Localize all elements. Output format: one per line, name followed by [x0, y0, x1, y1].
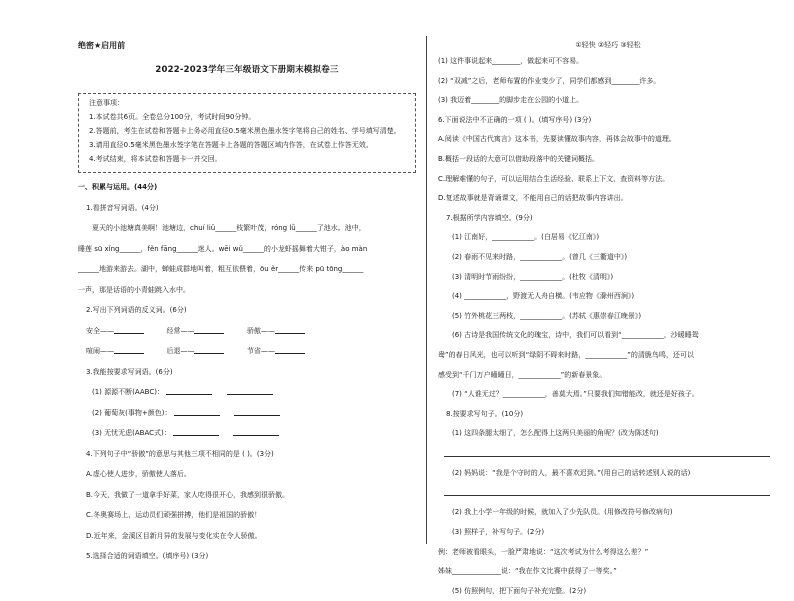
answer-blank[interactable] — [166, 386, 212, 395]
q7-item: (3) 清明时节雨纷纷，____________。(杜牧《清明》) — [452, 272, 614, 281]
q2-row — [78, 341, 416, 362]
q1-text-line: ______地游来游去。湖中，蝉蛙成群地叫着，粗互依偎着，ōu ěr______传来 pū tōng______ — [78, 265, 364, 273]
q4-option: D.近年来，金溪区目新月异的发展与变化实在令人骄傲。 — [86, 531, 262, 540]
q3-item — [78, 382, 416, 403]
q7-item-6-line: (6) 古诗是我国传统文化的瑰宝，诗中，我们可以看到“____________，沙暖睡鸳 — [452, 331, 699, 340]
q7-item-6-line: 鸯”的春日风光，也可以听到“绿阴不碍来时路，____________”的清脆鸟鸣，还可以 — [438, 350, 694, 359]
answer-blank[interactable] — [174, 407, 220, 416]
q4-option: C.冬奥赛场上，运动员们顽强拼搏，他们是祖国的骄傲！ — [86, 511, 262, 519]
antonym-item: 后退—— — [166, 347, 195, 355]
q6-option: C.理解难懂的句子，可以运用结合生活经验、联系上下文、查资料等方法。 — [438, 174, 670, 183]
antonym-item: 骄傲—— — [246, 326, 275, 335]
q8-example-fill: 姊妹______________说：“我在作文比赛中获得了一等奖。” — [438, 567, 617, 576]
q2-row — [78, 321, 416, 342]
q8-example: 例：老师被看眼头，一脸严肃地说：“这次考试为什么考得这么差？” — [438, 547, 649, 556]
q7-item: (2) 春雨不见来时路，____________。(曾几《三衢道中》) — [452, 252, 628, 261]
answer-blank[interactable] — [275, 325, 305, 334]
q8-item: (2) 妈妈说：“我是个守时的人，最不喜欢迟到。”(用自己的话转述别人说的话) — [452, 468, 691, 477]
antonym-item: 安全—— — [86, 326, 114, 335]
answer-blank[interactable] — [194, 345, 224, 354]
q1-text-line: 夏天的小池塘真美啊！池塘边，chuí liǔ______枝繁叶茂，róng lǜ______了池水。池中， — [92, 224, 366, 232]
question-8: 8.按要求写句子。(10分) — [446, 409, 524, 418]
question-4: 4.下列句子中“骄傲”的意思与其他三项不相同的是 ( )。(3分) — [86, 449, 274, 458]
answer-blank[interactable] — [234, 407, 280, 416]
q5-word-options: ①轻快 ②轻巧 ③轻松 — [575, 41, 641, 49]
q7-item: (5) 竹外桃花三两枝，____________。(苏轼《惠崇春江晚景》) — [452, 311, 642, 320]
q1-text-line: 睡莲 sū xǐng______，fěn fāng______迷人。wēi wǔ______的小龙虾摇舞着大钳子，ào màn — [78, 244, 368, 253]
antonym-item: 喧闹—— — [86, 347, 114, 355]
confidential-mark: 绝密★启用前 — [78, 41, 126, 50]
left-column — [78, 40, 416, 567]
q3-item — [78, 403, 416, 424]
q7-item: (4) ____________，野渡无人舟自横。(韦应物《滁州西涧》) — [452, 292, 635, 301]
q5-item: (1) 这件事说起来________，做起来可不容易。 — [438, 57, 584, 65]
notice-box — [78, 93, 416, 173]
notice-item: 1.本试卷共6页。全卷总分100分，考试时间90分钟。 — [89, 113, 256, 121]
q8-item: (1) 这四条腿太细了，怎么配得上这两只美丽的角呢？(改为陈述句) — [452, 429, 659, 438]
answer-line[interactable] — [444, 444, 770, 457]
q8-item: (5) 仿照例句，把下面句子补充完整。(2分) — [452, 586, 587, 595]
question-2: 2.写出下列词语的反义词。(6分) — [86, 306, 187, 314]
answer-blank[interactable] — [114, 325, 144, 334]
antonym-item: 节省—— — [246, 347, 275, 355]
question-6: 6.下面说法中不正确的一项 ( )。(填写序号) (3分) — [438, 115, 592, 124]
question-7: 7.根据所学内容填空。(9分) — [446, 213, 533, 222]
q8-item: (3) 照样子，补写句子。(2分) — [452, 528, 545, 537]
notice-heading: 注意事项： — [89, 99, 124, 107]
answer-blank[interactable] — [194, 325, 224, 334]
q1-text-line: 一声，那是话语的小青蛙跳入水中。 — [78, 285, 190, 294]
q6-option: D.复述故事就是背诵课文，不能用自己的话把故事内容讲出。 — [438, 194, 628, 203]
question-3: 3.我能按要求写词语。(6分) — [86, 367, 173, 376]
q3-item — [78, 423, 416, 444]
answer-blank[interactable] — [173, 427, 219, 436]
answer-blank[interactable] — [233, 427, 279, 436]
q3-item-label: (1) 源源不断(AABC)： — [92, 388, 164, 396]
column-divider — [426, 36, 427, 544]
question-5: 5.选择合适的词语填空。(填序号) (3分) — [86, 552, 209, 560]
exam-title: 2022-2023学年三年级语文下册期末模拟卷三 — [155, 65, 339, 75]
right-column — [438, 38, 778, 601]
q3-item-label: (2) 葡萄灰(事物+颜色)： — [92, 408, 172, 417]
q7-item: (1) 江南好，____________。(白居易《忆江南》) — [452, 233, 600, 242]
answer-blank[interactable] — [227, 386, 273, 395]
notice-item: 3.请用直径0.5毫米黑色墨水签字笔在答题卡上各题的答题区域内作答，在试卷上作答无效。 — [89, 141, 373, 149]
section-1 — [78, 177, 416, 567]
q4-option: B.今天，我做了一道拿手好菜，家人吃得很开心，我感到很骄傲。 — [86, 490, 290, 499]
antonym-item: 经常—— — [166, 326, 195, 335]
q6-option: B.概括一段话的大意可以借助段落中的关键词概括。 — [438, 154, 600, 163]
q5-item: (2) “双减”之后，老师布置的作业变少了，同学们都感到________许多。 — [438, 76, 661, 85]
q5-item: (3) 我迈着________的脚步走在公园的小道上。 — [438, 96, 584, 105]
notice-item: 4.考试结束，将本试卷和答题卡一并交回。 — [89, 155, 222, 163]
answer-blank[interactable] — [275, 345, 305, 354]
notice-item: 2.答题前，考生在试卷和答题卡上务必用直径0.5毫米黑色墨水签字笔将自己的姓名、学号填写清楚。 — [89, 127, 401, 135]
q7-item-7: (7) “人谁无过？____________，善莫大焉。”只要我们知错能改，就还是好孩子。 — [452, 390, 699, 399]
q7-item-6-line: 感受到“千门万户曈曈日，____________”的新春景象。 — [438, 370, 607, 379]
answer-line[interactable] — [444, 483, 770, 496]
q3-item-label: (3) 无忧无虑(ABAC式)： — [92, 429, 171, 437]
q6-option: A.阅读《中国古代寓言》这本书，先要读懂故事内容，再体会故事中的道理。 — [438, 135, 676, 144]
answer-blank[interactable] — [114, 345, 144, 354]
q8-item: (2) 我上小学一年级的时候，就加入了少先队员。(用修改符号修改病句) — [452, 508, 673, 517]
question-1: 1.看拼音写词语。(4分) — [86, 203, 159, 212]
section-heading: 一、积累与运用。(44分) — [78, 183, 158, 191]
q4-option: A.虚心使人进步，骄傲使人落后。 — [86, 470, 191, 478]
